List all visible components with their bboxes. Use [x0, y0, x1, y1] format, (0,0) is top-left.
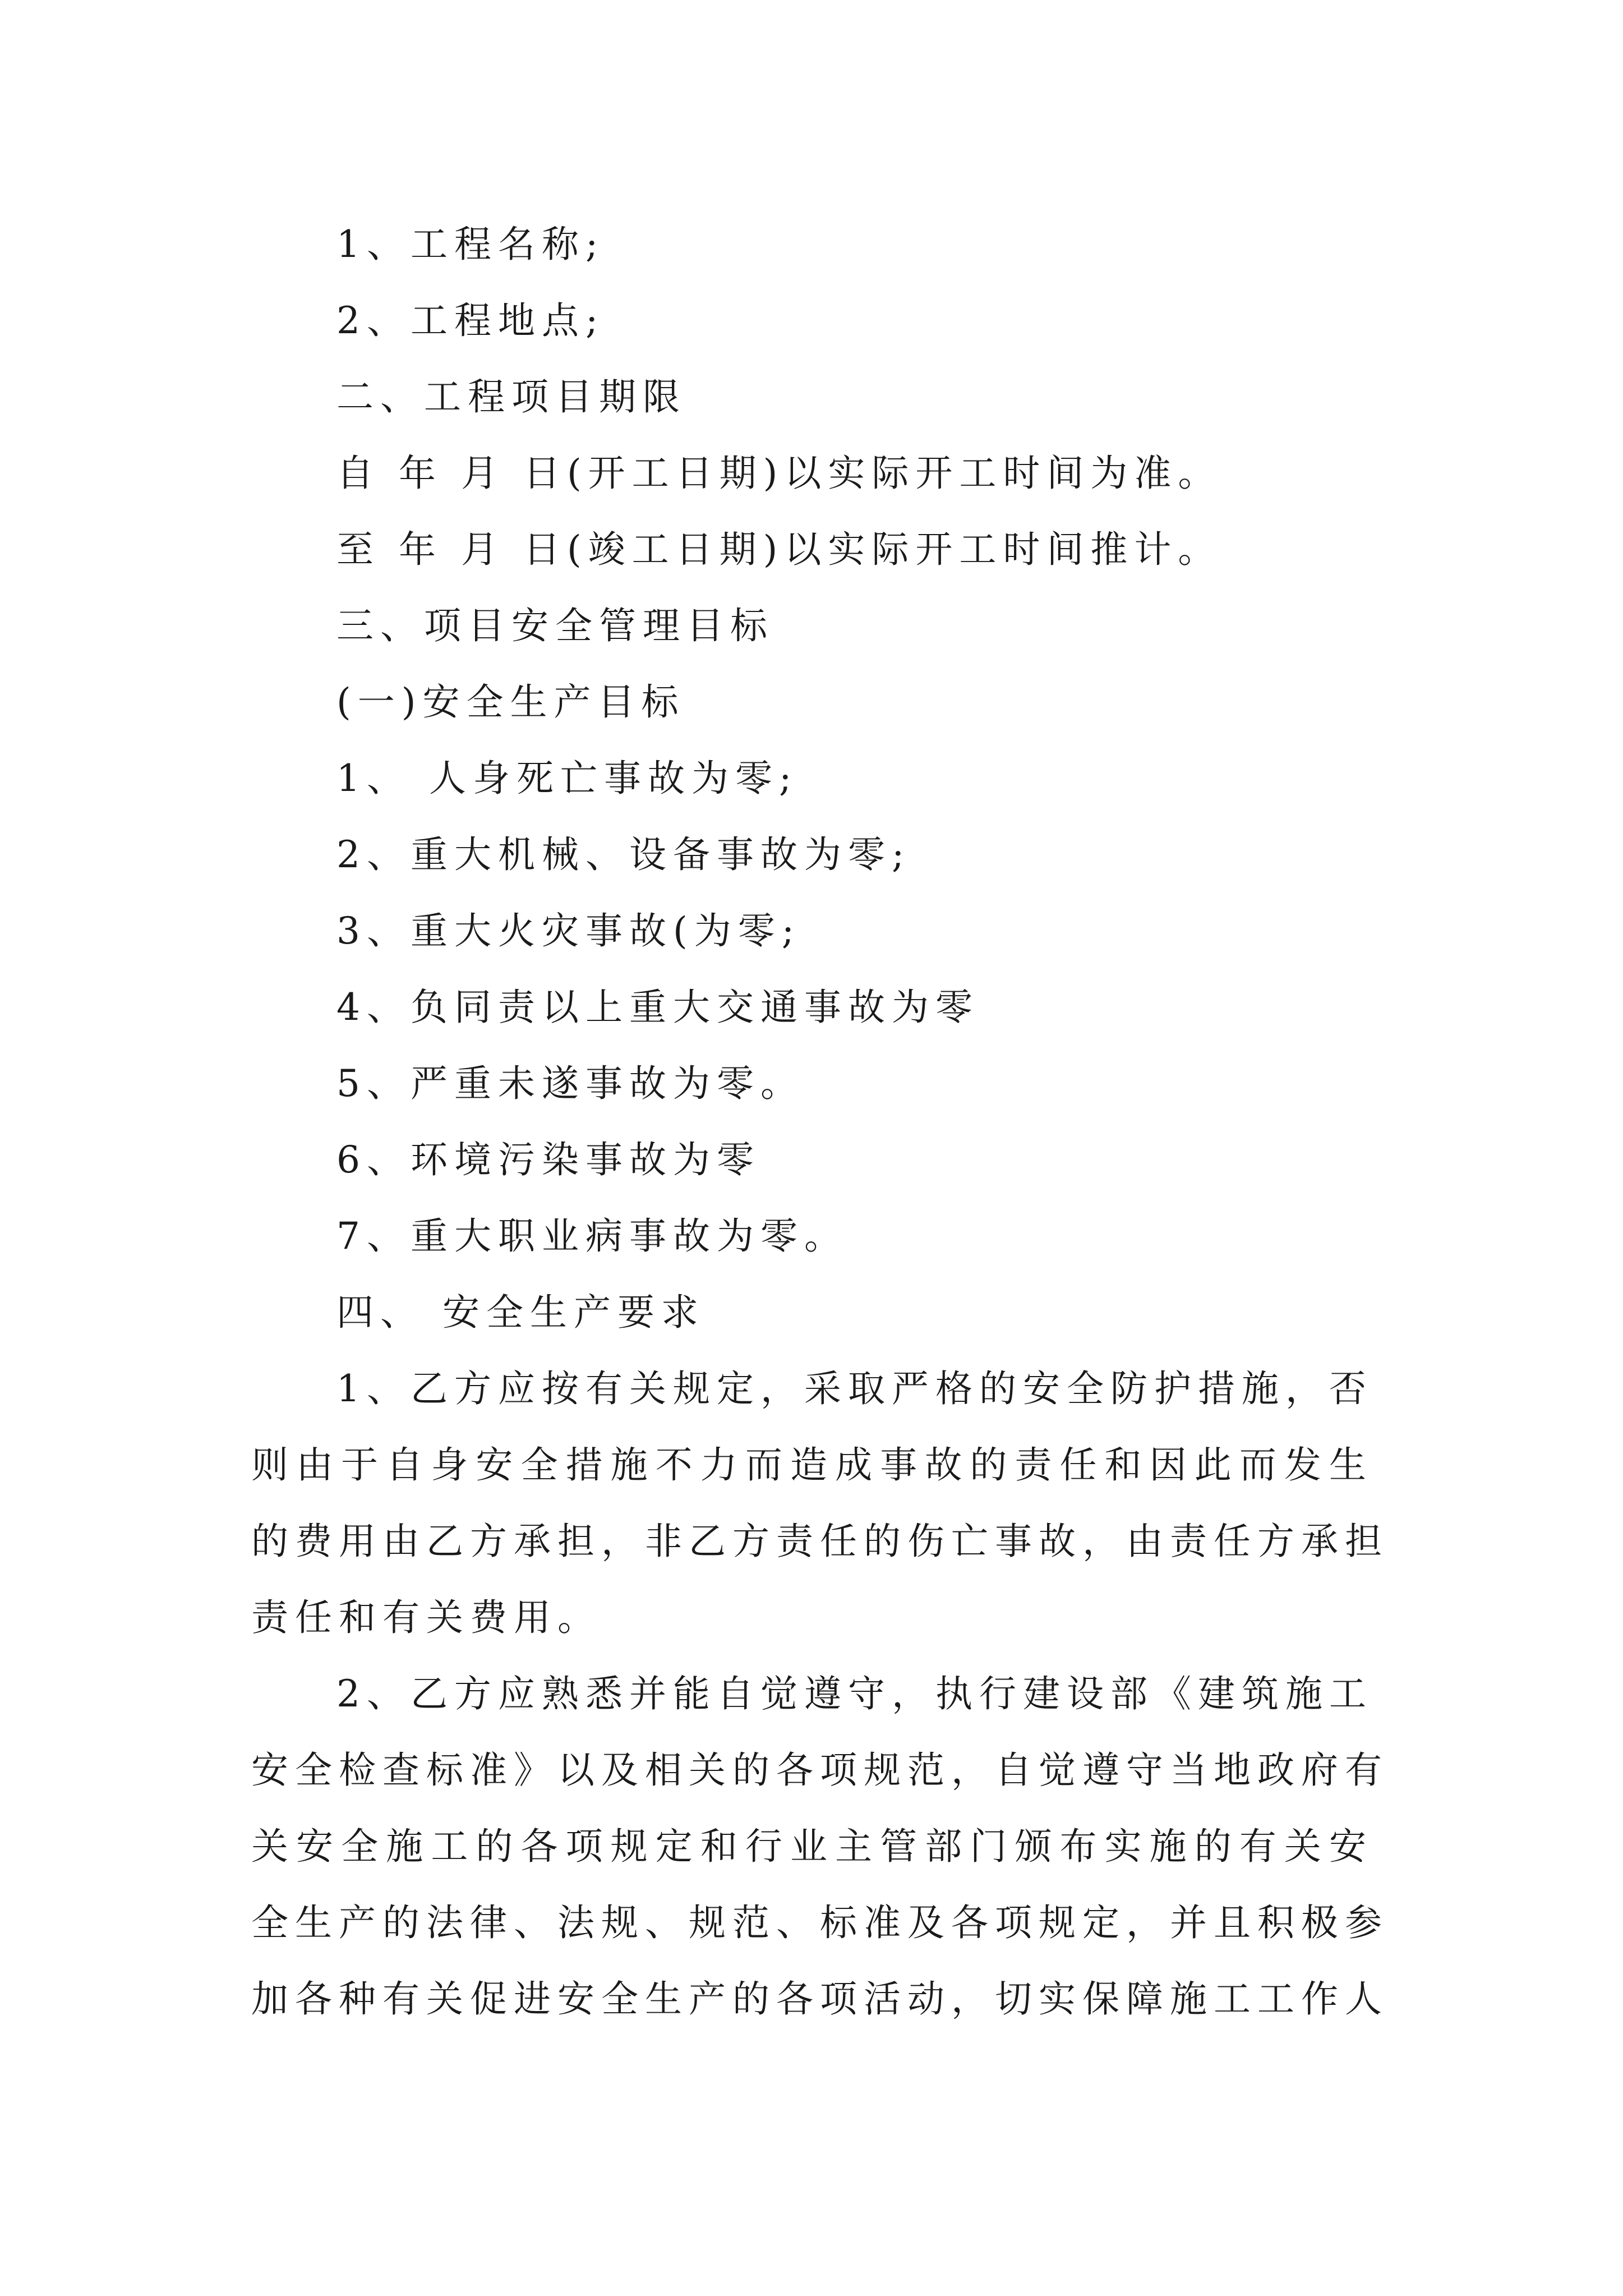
paragraph-line: 责任和有关费用。 [251, 1596, 601, 1639]
start-date-line: 自 年 月 日(开工日期)以实际开工时间为准。 [336, 452, 1222, 495]
paragraph-line: 的费用由乙方承担，非乙方责任的伤亡事故，由责任方承担 [251, 1520, 1389, 1563]
paragraph-line: 1、乙方应按有关规定，采取严格的安全防护措施，否 [336, 1367, 1373, 1410]
paragraph-line: 2、乙方应熟悉并能自觉遵守，执行建设部《建筑施工 [336, 1672, 1373, 1715]
paragraph-line: 安全检查标准》以及相关的各项规范，自觉遵守当地政府有 [251, 1749, 1389, 1792]
paragraph-line: 加各种有关促进安全生产的各项活动，切实保障施工工作人 [251, 1977, 1389, 2021]
heading-safety-goals: 三、项目安全管理目标 [336, 604, 774, 647]
goal-item: 1、 人身死亡事故为零; [336, 757, 799, 800]
heading-safety-requirements: 四、 安全生产要求 [336, 1291, 705, 1334]
paragraph-line: 全生产的法律、法规、规范、标准及各项规定，并且积极参 [251, 1901, 1389, 1944]
goal-item: 2、重大机械、设备事故为零; [336, 833, 911, 876]
item-project-location: 2、工程地点; [336, 299, 605, 342]
goal-item: 6、环境污染事故为零 [336, 1138, 760, 1181]
heading-project-period: 二、工程项目期限 [336, 375, 686, 418]
goal-item: 3、重大火灾事故(为零; [336, 909, 801, 953]
goal-item: 7、重大职业病事故为零。 [336, 1214, 848, 1258]
paragraph-line: 则由于自身安全措施不力而造成事故的责任和因此而发生 [251, 1443, 1373, 1487]
item-project-name: 1、工程名称; [336, 223, 605, 266]
paragraph-line: 关安全施工的各项规定和行业主管部门颁布实施的有关安 [251, 1825, 1373, 1868]
goal-item: 4、负同责以上重大交通事故为零 [336, 986, 979, 1029]
completion-date-line: 至 年 月 日(竣工日期)以实际开工时间推计。 [336, 528, 1222, 571]
subheading-production-goals: (一)安全生产目标 [336, 680, 685, 724]
goal-item: 5、严重未遂事故为零。 [336, 1062, 804, 1105]
